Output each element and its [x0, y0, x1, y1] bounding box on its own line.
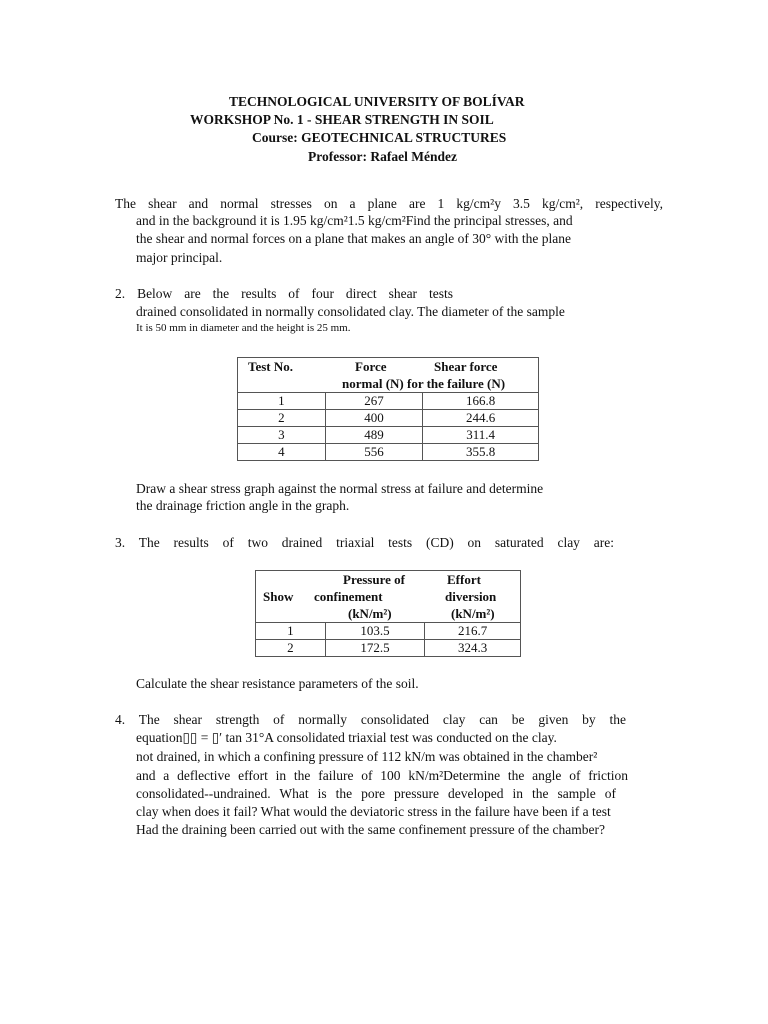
confinement-pressure-cell: 103.5 — [325, 623, 425, 640]
header-test-no: Test No. — [248, 359, 294, 374]
problem-2-instruction-2: the drainage friction angle in the graph. — [136, 498, 350, 513]
header-unit-diversion: (kN/m²) — [451, 606, 495, 621]
table-row — [238, 444, 539, 461]
test-no-cell: 3 — [238, 427, 326, 444]
problem-2-line-1: 2. Below are the results of four direct shear tests — [115, 286, 453, 301]
problem-4-line-1: 4. The shear strength of normally consolidated clay can be given by the — [115, 712, 626, 727]
deviator-stress-cell: 324.3 — [425, 640, 521, 657]
professor-name: Professor: Rafael Méndez — [308, 149, 457, 164]
header-force: Force — [355, 359, 387, 374]
table-row — [256, 623, 521, 640]
problem-2-line-2: drained consolidated in normally consolidated clay. The diameter of the sample — [136, 304, 565, 319]
table-row — [238, 427, 539, 444]
test-no-cell: 4 — [238, 444, 326, 461]
sample-cell: 2 — [256, 640, 326, 657]
problem-4-line-4: and a deflective effort in the failure of 100 kN/m²Determine the angle of friction — [136, 768, 628, 783]
problem-3-instruction: Calculate the shear resistance parameters of the soil. — [136, 676, 419, 691]
table-row — [238, 393, 539, 410]
confinement-pressure-cell: 172.5 — [325, 640, 425, 657]
problem-2-line-3: It is 50 mm in diameter and the height is 25 mm. — [136, 322, 351, 334]
header-shear-force: Shear force — [434, 359, 498, 374]
header-normal-failure: normal (N) for the failure (N) — [342, 376, 506, 391]
header-confinement: confinement — [314, 589, 383, 604]
header-pressure-of: Pressure of — [343, 572, 405, 587]
problem-1-line-4: major principal. — [136, 250, 223, 265]
header-diversion: diversion — [445, 589, 497, 604]
normal-force-cell: 489 — [325, 427, 423, 444]
university-title: TECHNOLOGICAL UNIVERSITY OF BOLÍVAR — [229, 94, 525, 109]
problem-3-line-1: 3. The results of two drained triaxial tests (CD) on saturated clay are: — [115, 535, 614, 550]
direct-shear-table — [237, 357, 539, 461]
shear-force-cell: 355.8 — [423, 444, 539, 461]
table-row — [256, 640, 521, 657]
normal-force-cell: 400 — [325, 410, 423, 427]
triaxial-table — [255, 570, 521, 657]
direct-shear-table-header — [238, 358, 539, 393]
problem-1-line-2: and in the background it is 1.95 kg/cm²1.5 kg/cm²Find the principal stresses, and — [136, 213, 573, 228]
normal-force-cell: 267 — [325, 393, 423, 410]
problem-4-line-3: not drained, in which a confining pressure of 112 kN/m was obtained in the chamber² — [136, 749, 598, 764]
problem-4-line-5: consolidated--undrained. What is the pore pressure developed in the sample of — [136, 786, 616, 801]
shear-force-cell: 311.4 — [423, 427, 539, 444]
workshop-title: WORKSHOP No. 1 - SHEAR STRENGTH IN SOIL — [190, 112, 494, 127]
course-title: Course: GEOTECHNICAL STRUCTURES — [252, 130, 507, 145]
problem-4-line-2: equation▯▯ = ▯′ tan 31°A consolidated triaxial test was conducted on the clay. — [136, 730, 557, 745]
test-no-cell: 2 — [238, 410, 326, 427]
shear-force-cell: 166.8 — [423, 393, 539, 410]
test-no-cell: 1 — [238, 393, 326, 410]
problem-4-line-6: clay when does it fail? What would the deviatoric stress in the failure have been if a test — [136, 804, 611, 819]
header-unit-pressure: (kN/m²) — [348, 606, 392, 621]
problem-1-line-3: the shear and normal forces on a plane that makes an angle of 30° with the plane — [136, 231, 571, 246]
triaxial-table-header — [256, 571, 521, 623]
shear-force-cell: 244.6 — [423, 410, 539, 427]
problem-1-line-1: The shear and normal stresses on a plane are 1 kg/cm²y 3.5 kg/cm², respectively, — [115, 196, 663, 211]
header-show: Show — [263, 589, 294, 604]
header-effort: Effort — [447, 572, 481, 587]
deviator-stress-cell: 216.7 — [425, 623, 521, 640]
problem-2-instruction-1: Draw a shear stress graph against the normal stress at failure and determine — [136, 481, 544, 496]
normal-force-cell: 556 — [325, 444, 423, 461]
table-row — [238, 410, 539, 427]
sample-cell: 1 — [256, 623, 326, 640]
problem-4-line-7: Had the draining been carried out with the same confinement pressure of the chamber? — [136, 822, 605, 837]
